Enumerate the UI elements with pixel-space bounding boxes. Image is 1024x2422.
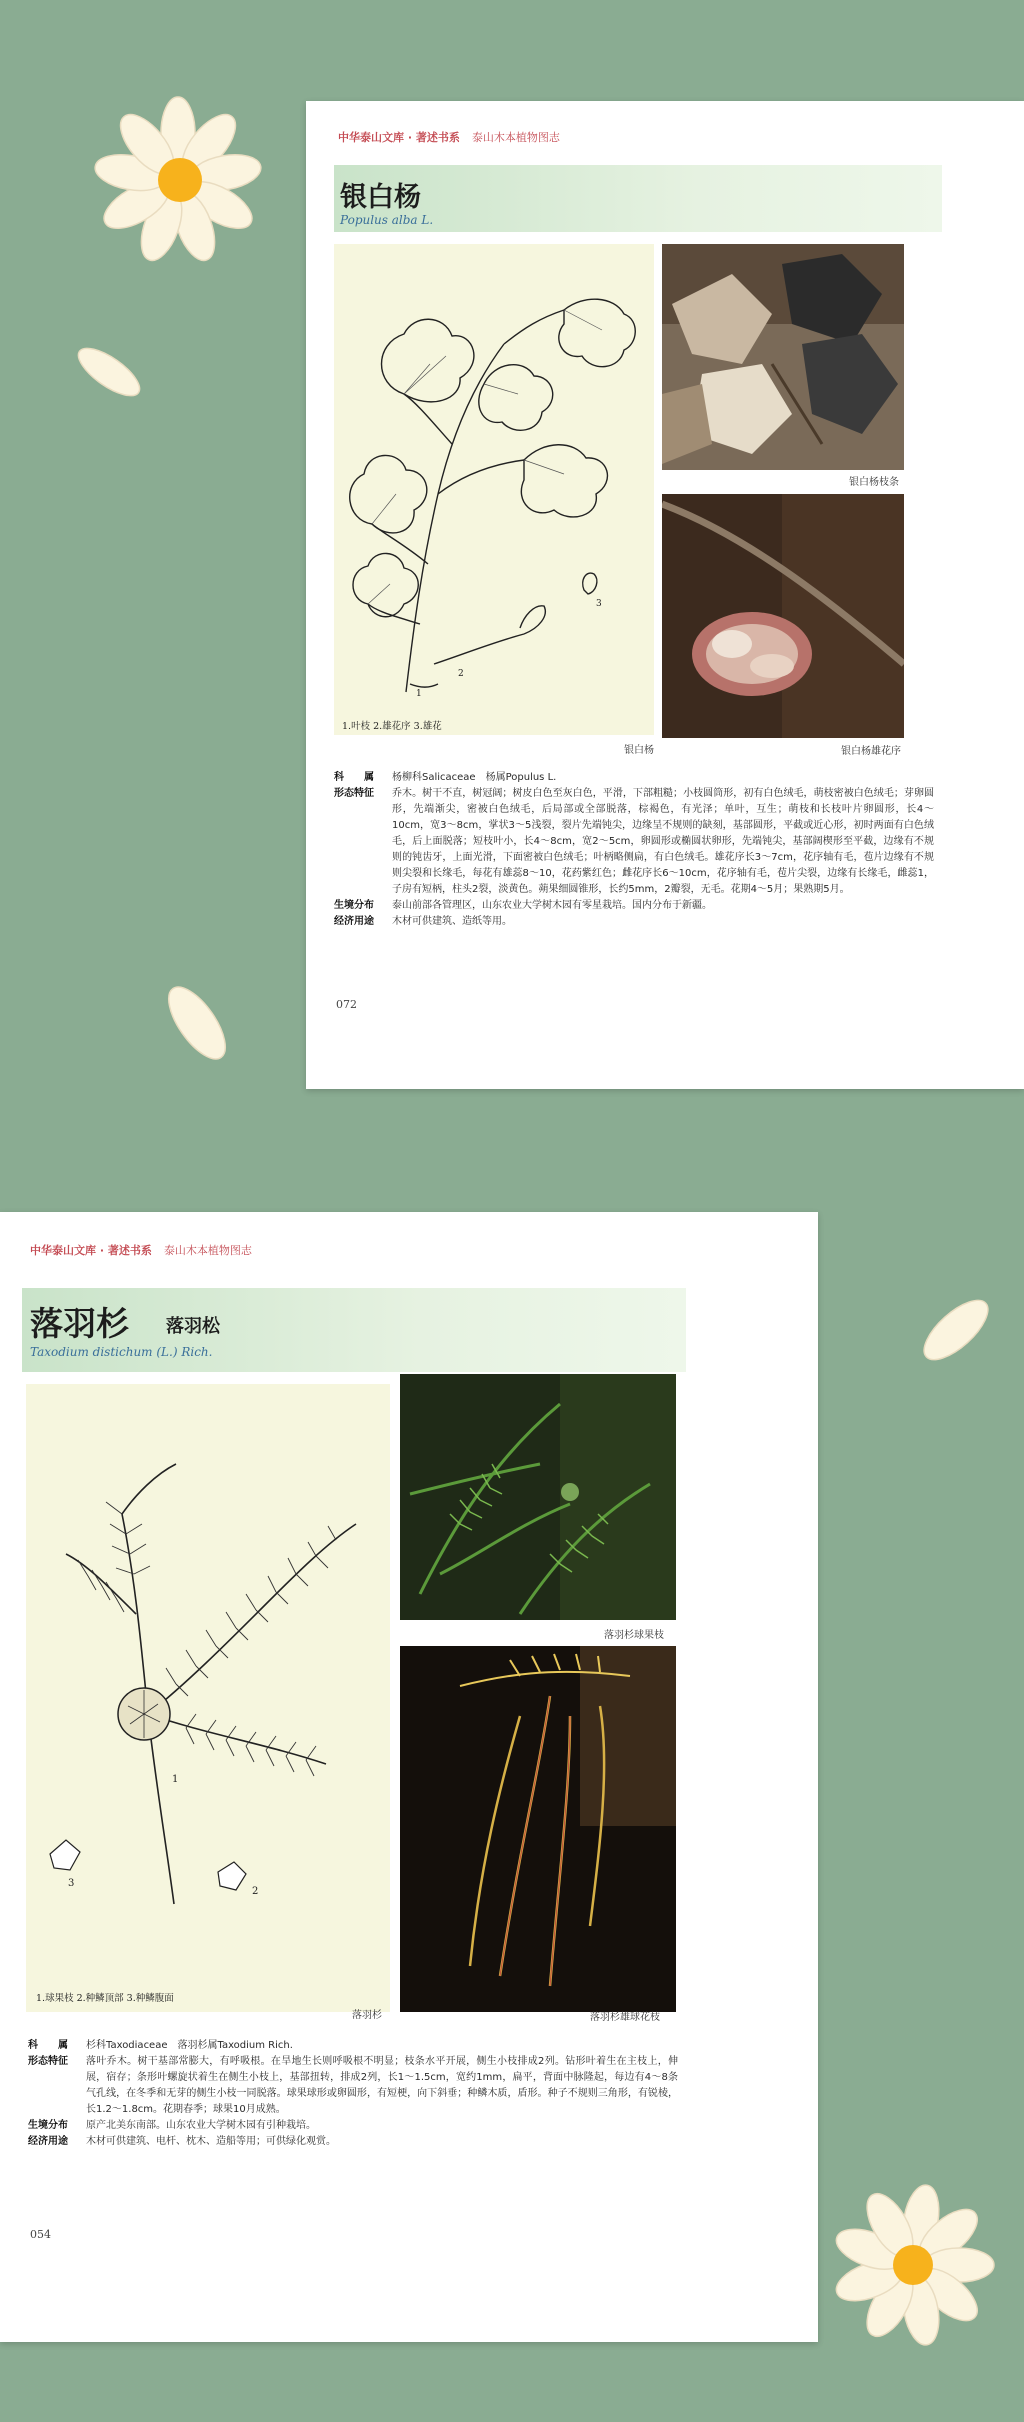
sketch-legend: 1.叶枝 2.雄花序 3.雄花: [342, 721, 442, 732]
detail-label: 生境分布: [334, 900, 374, 911]
petal-icon: [64, 332, 154, 412]
sketch-drawing: [26, 1384, 390, 2012]
petal-icon: [152, 968, 242, 1078]
detail-label: 科 属: [28, 2040, 68, 2051]
species-details: [28, 2038, 678, 2150]
detail-text: 泰山前部各管理区，山东农业大学树木园有零星栽培。国内分布于新疆。: [392, 900, 712, 911]
species-cn-name: 银白杨: [340, 182, 421, 213]
species-cn-name: 落羽杉: [30, 1304, 129, 1343]
detail-text: 杉科Taxodiaceae 落羽杉属Taxodium Rich.: [86, 2040, 293, 2051]
page-number: 072: [336, 998, 357, 1011]
detail-label: 科 属: [334, 772, 374, 783]
species-latin-name: Populus alba L.: [340, 213, 434, 227]
sketch-legend: 1.球果枝 2.种鳞顶部 3.种鳞腹面: [36, 1993, 174, 2004]
detail-label: 经济用途: [28, 2136, 68, 2147]
detail-distribution: [334, 898, 934, 914]
botanical-sketch: [26, 1384, 390, 2012]
sketch-number-2: 2: [458, 669, 464, 679]
sketch-number-2: 2: [252, 1886, 259, 1897]
book-page-taxodium: [0, 1212, 818, 2342]
species-details: [334, 770, 934, 930]
detail-label: 形态特征: [28, 2056, 68, 2067]
detail-label: 形态特征: [334, 788, 374, 799]
photo-cone-branch: [400, 1374, 676, 1620]
sketch-drawing: [334, 244, 654, 735]
detail-morphology: [28, 2054, 678, 2118]
sketch-caption: 落羽杉: [352, 2010, 382, 2021]
detail-text: 落叶乔木。树干基部常膨大，有呼吸根。在旱地生长则呼吸根不明显；枝条水平开展，侧生小枝排成2列。钻形叶着生在主枝上，伸展，宿存；条形叶螺旋状着生在侧生小枝上，基部扭转，排成2列，长1～1.5cm，宽约1mm，扁平，背面中脉隆起，每边有4～8条气孔线，在冬季和无芽的侧生小枝一同脱落。球果球形或卵圆形，有短梗，向下斜垂；种鳞木质，盾形。种子不规则三角形，有锐棱，长1.2～1.8cm。花期春季；球果10月成熟。: [86, 2056, 678, 2115]
photo-branch: [662, 244, 904, 470]
series-title: 中华泰山文库 · 著述书系: [338, 131, 460, 144]
sketch-number-3: 3: [68, 1878, 75, 1889]
photo2-caption: 银白杨雄花序: [841, 746, 901, 757]
photo-catkin: [662, 494, 904, 738]
sketch-number-1: 1: [416, 689, 422, 699]
photo1-caption: 银白杨枝条: [849, 477, 899, 488]
species-alt-name: 落羽松: [166, 1316, 220, 1337]
botanical-sketch: [334, 244, 654, 735]
page-number: 054: [30, 2228, 51, 2241]
detail-text: 木材可供建筑、电杆、枕木、造船等用；可供绿化观赏。: [86, 2136, 336, 2147]
detail-label: 经济用途: [334, 916, 374, 927]
daisy-icon: [818, 2160, 1024, 2370]
photo2-caption: 落羽杉雄球花枝: [590, 2012, 660, 2023]
book-page-populus: [306, 101, 1024, 1089]
series-subtitle: 泰山木本植物图志: [471, 131, 560, 144]
photo-male-cone-branch: [400, 1646, 676, 2012]
detail-text: 木材可供建筑、造纸等用。: [392, 916, 512, 927]
detail-uses: [28, 2134, 678, 2150]
detail-text: 杨柳科Salicaceae 杨属Populus L.: [392, 772, 557, 783]
series-header: [338, 129, 560, 145]
petal-icon: [906, 1280, 1006, 1380]
detail-label: 生境分布: [28, 2120, 68, 2131]
series-header: [30, 1242, 252, 1258]
photo1-caption: 落羽杉球果枝: [604, 1630, 664, 1641]
series-subtitle: 泰山木本植物图志: [163, 1244, 252, 1257]
detail-family: [334, 770, 934, 786]
sketch-number-3: 3: [596, 599, 602, 609]
detail-distribution: [28, 2118, 678, 2134]
detail-uses: [334, 914, 934, 930]
daisy-icon: [80, 86, 280, 286]
sketch-number-1: 1: [172, 1774, 179, 1785]
sketch-caption: 银白杨: [624, 745, 654, 756]
detail-family: [28, 2038, 678, 2054]
series-title: 中华泰山文库 · 著述书系: [30, 1244, 152, 1257]
detail-text: 乔木。树干不直，树冠阔；树皮白色至灰白色，平滑，下部粗糙；小枝圆筒形，初有白色绒毛，萌枝密被白色绒毛；芽卵圆形，先端渐尖，密被白色绒毛，后局部或全部脱落，棕褐色，有光泽；单叶，互生；萌枝和长枝叶片卵圆形，长4～10cm，宽3～8cm，掌状3～5浅裂，裂片先端钝尖，边缘呈不规则的缺刻，基部圆形，平截或近心形，初时两面有白色绒毛，后上面脱落；短枝叶小，长4～8cm，宽2～5cm，卵圆形或椭圆状卵形，先端钝尖，基部阔楔形至平截，边缘有不规则的钝齿牙，上面光滑，下面密被白色绒毛；叶柄略侧扁，有白色绒毛。雄花序长3～7cm，花序轴有毛，苞片边缘有不规则尖裂和长缘毛，每花有雄蕊8～10，花药紫红色；雌花序长6～10cm，花序轴有毛，苞片尖裂，边缘有长缘毛，雌蕊1，子房有短柄，柱头2裂，淡黄色。蒴果细圆锥形，长约5mm，2瓣裂，无毛。花期4～5月；果熟期5月。: [392, 788, 934, 895]
detail-text: 原产北美东南部。山东农业大学树木园有引种栽培。: [86, 2120, 316, 2131]
species-latin-name: Taxodium distichum (L.) Rich.: [30, 1345, 213, 1359]
detail-morphology: [334, 786, 934, 898]
